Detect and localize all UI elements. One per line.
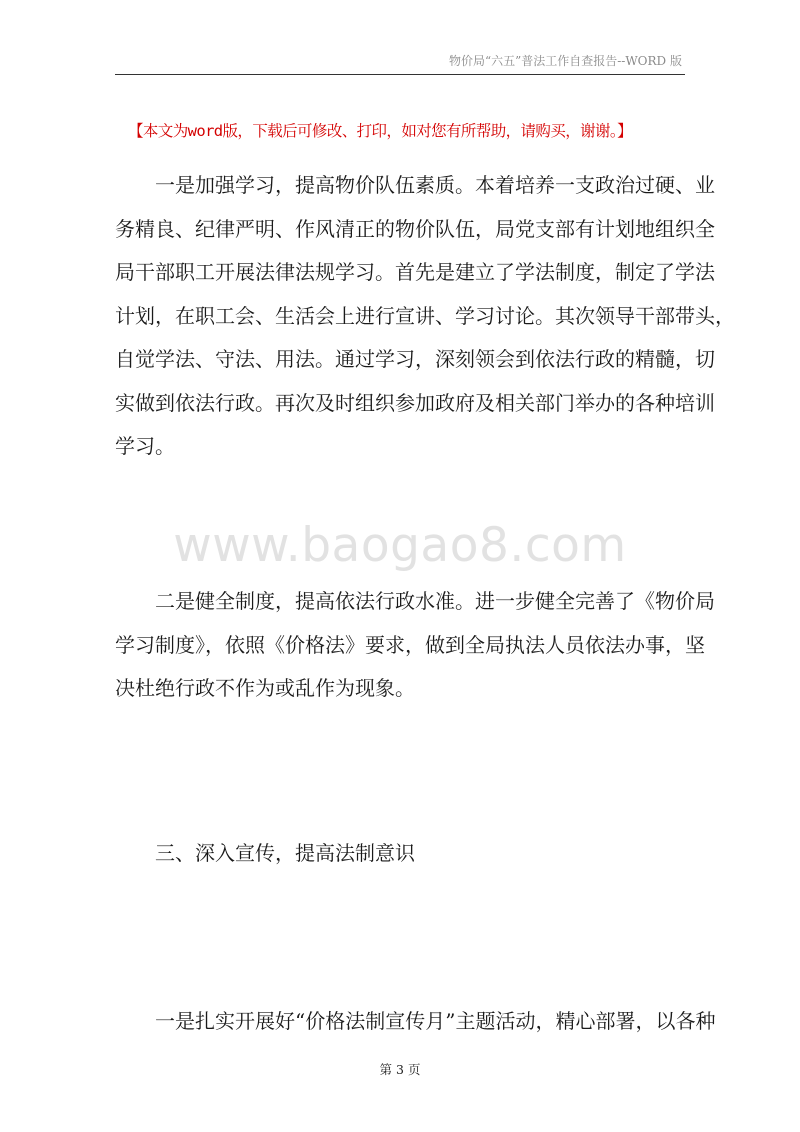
paragraph-improve-system <box>115 580 715 711</box>
text-line: 计划，在职工会、生活会上进行宣讲、学习讨论。其次领导干部带头， <box>115 303 735 328</box>
text-line: 一是加强学习，提高物价队伍素质。本着培养一支政治过硬、业 <box>115 173 715 197</box>
text-line: 局干部职工开展法律法规学习。首先是建立了学法制度，制定了学法 <box>115 260 715 284</box>
text-line: 二是健全制度，提高依法行政水准。进一步健全完善了《物价局 <box>115 589 715 613</box>
text-line: 一是扎实开展好“价格法制宣传月”主题活动，精心部署，以各种 <box>115 1009 716 1033</box>
text-line: 学习。 <box>115 434 175 458</box>
watermark: www.baogao8.com <box>173 518 627 573</box>
paragraph-publicity-month <box>115 1000 716 1044</box>
text-line: 三、深入宣传，提高法制意识 <box>115 841 415 865</box>
text-line: 自觉学法、守法、用法。通过学习，深刻领会到依法行政的精髓，切 <box>115 347 715 371</box>
header-divider <box>115 74 685 75</box>
text-line: 务精良、纪律严明、作风清正的物价队伍，局党支部有计划地组织全 <box>115 216 715 241</box>
section-heading <box>115 832 689 876</box>
paragraph-strengthen-study <box>115 164 735 469</box>
text-line: 决杜绝行政不作为或乱作为现象。 <box>115 676 415 700</box>
purchase-notice: 【本文为word版，下载后可修改、打印，如对您有所帮助，请购买，谢谢。】 <box>128 122 632 140</box>
text-line: 学习制度》，依照《价格法》要求，做到全局执法人员依法办事，坚 <box>115 632 705 657</box>
header-title: 物价局“六五”普法工作自查报告--WORD 版 <box>448 54 682 68</box>
text-line: 实做到依法行政。再次及时组织参加政府及相关部门举办的各种培训 <box>115 390 715 415</box>
page-number: 第 3 页 <box>379 1062 421 1077</box>
